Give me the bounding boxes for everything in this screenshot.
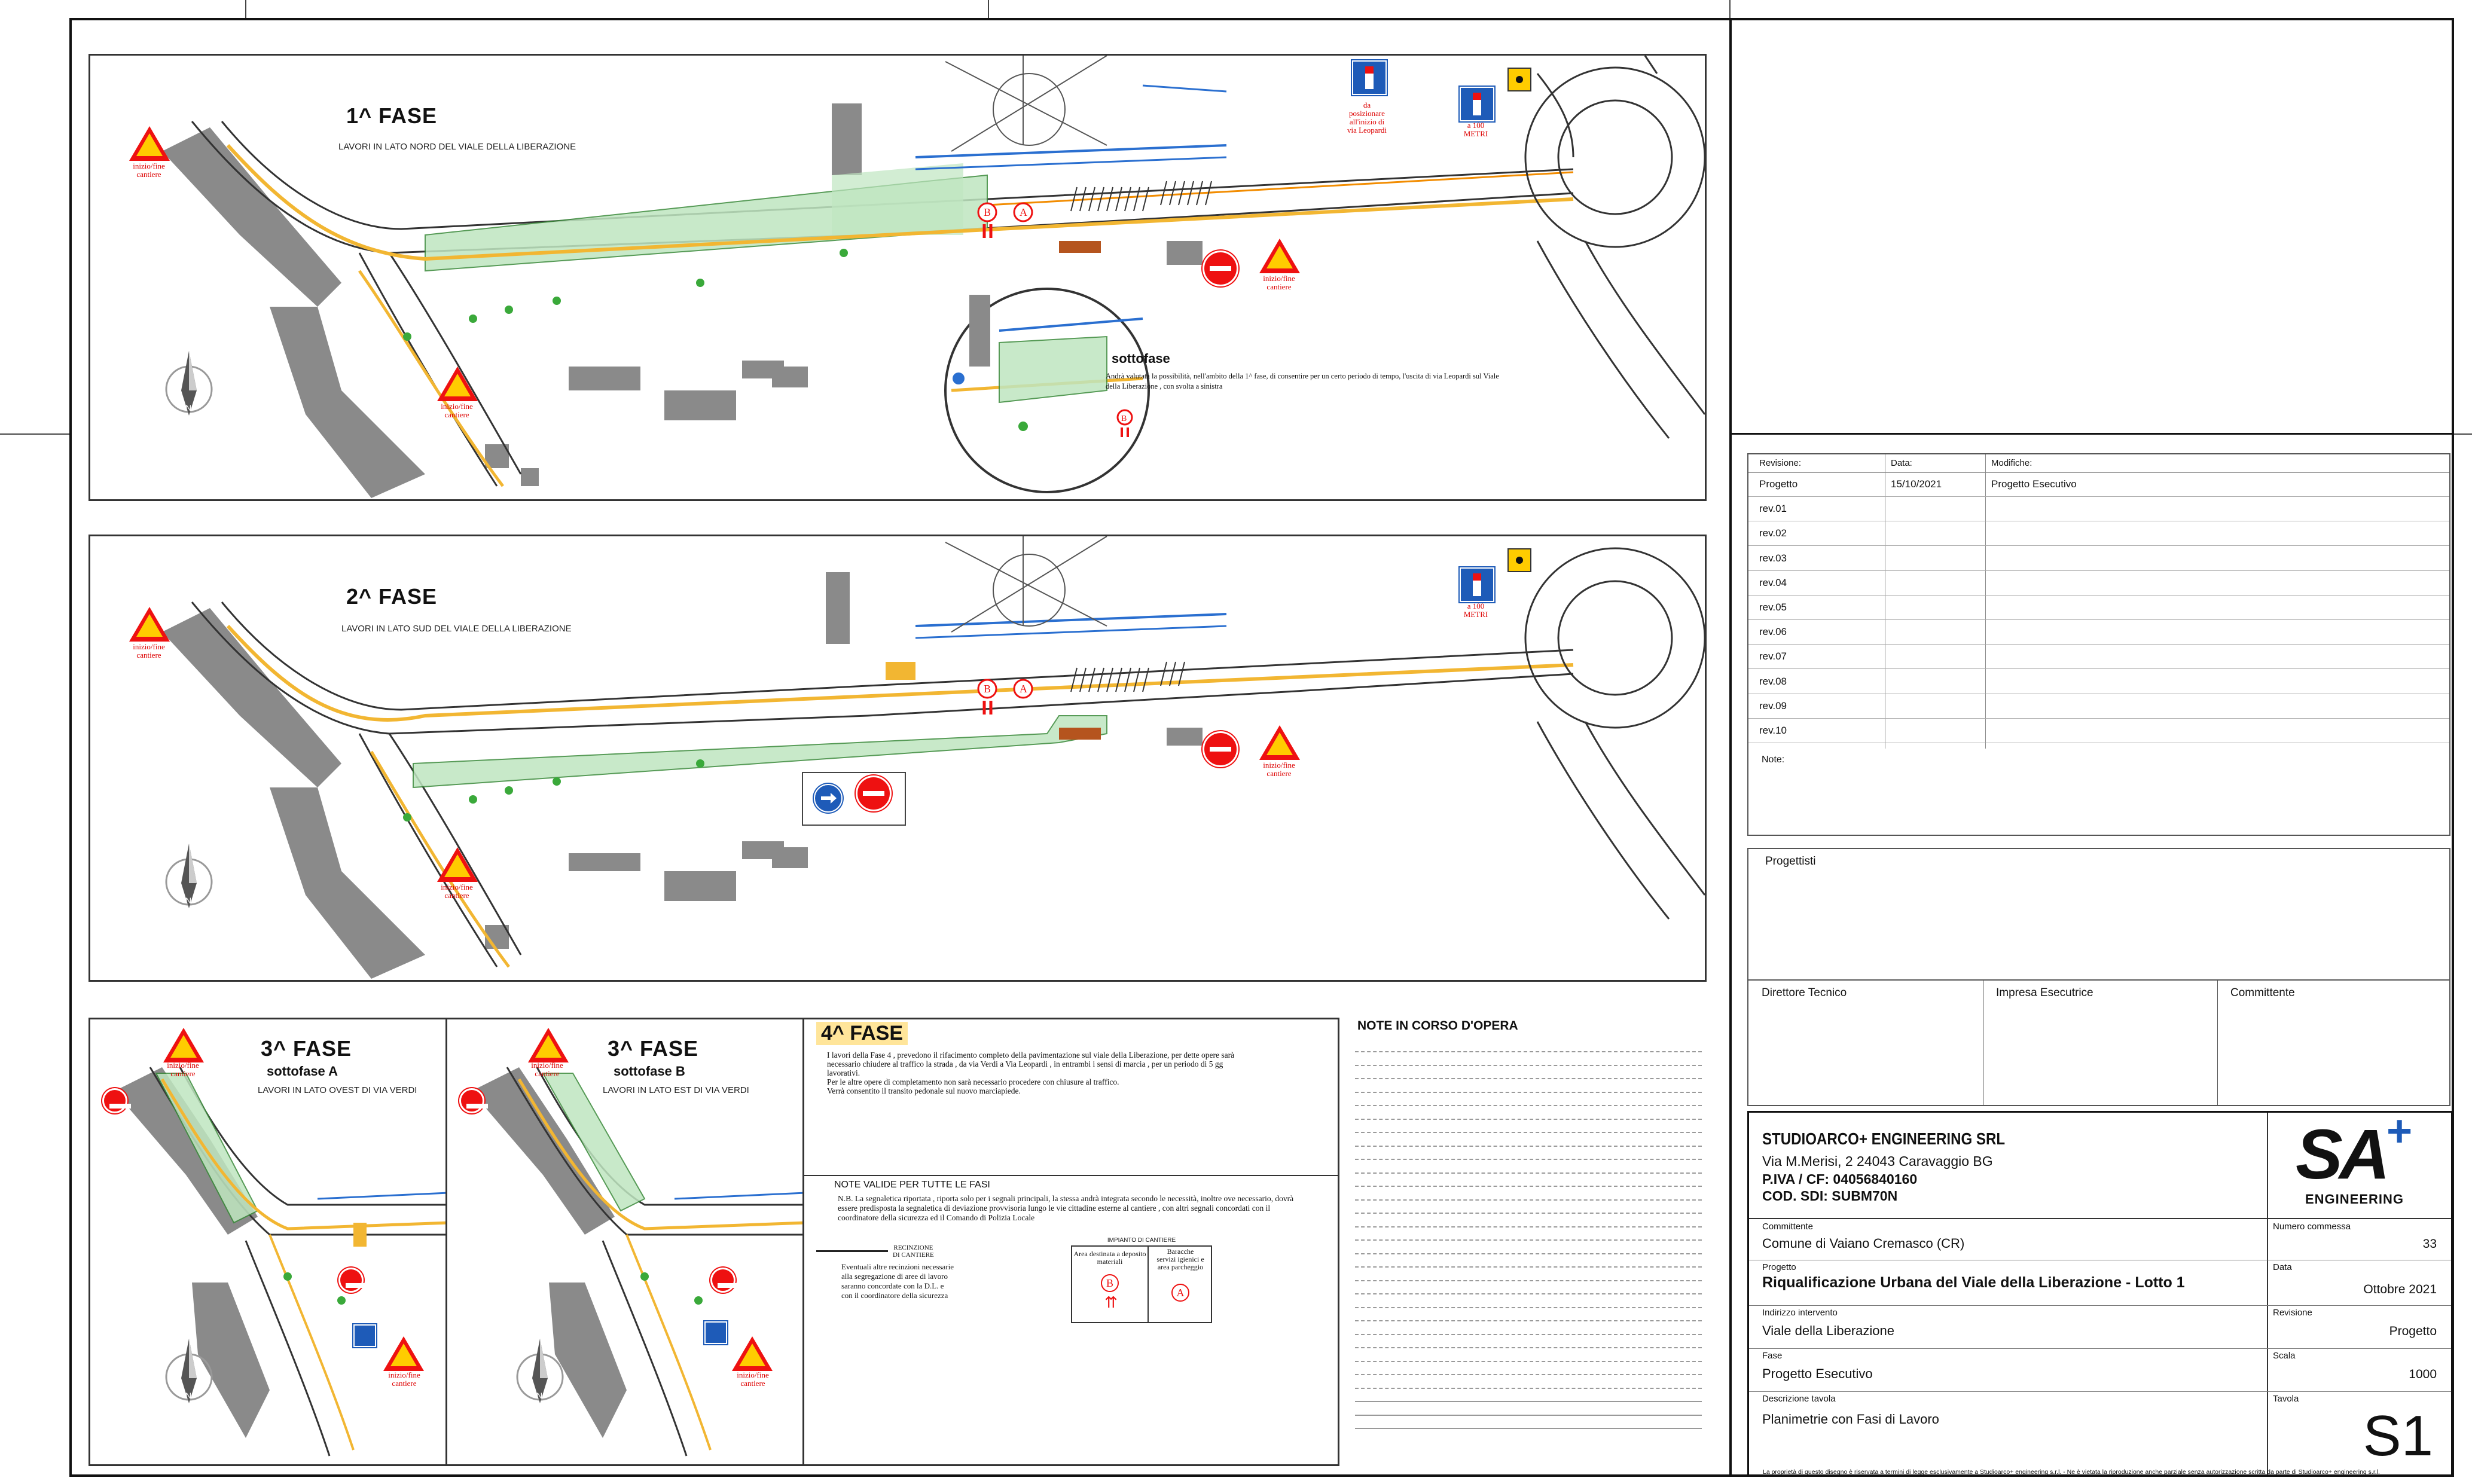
fase2-panel	[88, 535, 1707, 982]
fase4-panel	[802, 1018, 1339, 1466]
north-arrow-icon	[162, 841, 216, 913]
revision-cell: Progetto Esecutivo	[1991, 478, 2077, 490]
company-address: Via M.Merisi, 2 24043 Caravaggio BG	[1762, 1153, 1993, 1169]
revision-row	[1748, 571, 2449, 596]
fase1-sign-label-2: inizio/fine cantiere	[441, 402, 473, 419]
note-line	[1355, 1334, 1702, 1335]
note-line	[1355, 1415, 1702, 1416]
progetto-value: Riqualificazione Urbana del Viale della Liberazione - Lotto 1	[1762, 1274, 2185, 1291]
tavola-value: S1	[2363, 1404, 2433, 1468]
note-line	[1355, 1199, 1702, 1201]
turn-sign-icon	[353, 1324, 376, 1347]
revision-row	[1748, 497, 2449, 521]
company-row	[1749, 1106, 2451, 1219]
revision-note-label: Note:	[1762, 755, 1785, 765]
warning-sign-icon	[129, 607, 170, 642]
a-marker-icon: A	[1171, 1284, 1189, 1302]
impianto-cantiere-box	[1071, 1237, 1212, 1323]
dead-end-sign-icon	[1460, 567, 1494, 602]
revision-row	[1748, 521, 2449, 546]
note-line	[1355, 1374, 1702, 1375]
legend-recinzione: RECINZIONE DI CANTIERE	[893, 1244, 934, 1259]
note-line	[1355, 1186, 1702, 1187]
title-block	[1747, 1106, 2453, 1477]
fase2-distance-note: a 100 METRI	[1463, 601, 1488, 619]
note-line	[1355, 1347, 1702, 1348]
note-corso-panel	[1339, 1018, 1707, 1466]
up-arrows-icon: ⇈	[1104, 1293, 1118, 1311]
fase3a-title: 3^ FASE	[261, 1036, 352, 1061]
note-corso-title: NOTE IN CORSO D'OPERA	[1357, 1019, 1518, 1033]
dead-end-sign-icon	[1460, 87, 1494, 121]
fase4-title: 4^ FASE	[816, 1022, 908, 1045]
revision-cell: rev.05	[1759, 601, 1787, 613]
fase1-sign-label-3: inizio/fine cantiere	[1263, 274, 1295, 291]
svg-text:N: N	[185, 1391, 192, 1400]
no-entry-icon	[459, 1088, 484, 1113]
north-arrow-icon	[513, 1336, 567, 1408]
warning-sign-icon	[129, 126, 170, 161]
note-line	[1355, 1280, 1702, 1281]
revision-cell: rev.09	[1759, 700, 1787, 712]
note-valide-text: N.B. La segnaletica riportata , riporta solo per i segnali principali, la stessa andrà integrata secondo le necessità, inoltre ove necessario, dovrà essere predisposta la segnaletica di deviazione provvisoria lungo le vie cittadine esterne al cantiere , con altri segnali concordati con il coordinatore della sicurezza ed il Comando di Polizia Locale	[838, 1194, 1294, 1222]
revision-row	[1748, 694, 2449, 719]
warning-sign-icon	[1259, 725, 1300, 760]
fase2-subtitle: LAVORI IN LATO SUD DEL VIALE DELLA LIBERAZIONE	[341, 624, 572, 634]
fase1-panel	[88, 54, 1707, 501]
no-entry-icon	[1203, 251, 1238, 286]
row-committente	[1749, 1218, 2451, 1260]
row-progetto	[1749, 1260, 2451, 1306]
note-line	[1355, 1266, 1702, 1268]
revision-cell: rev.10	[1759, 725, 1787, 736]
svg-text:N: N	[536, 1391, 543, 1400]
row-descrizione	[1749, 1391, 2451, 1475]
commessa-label: Numero commessa	[2273, 1222, 2351, 1232]
note-line	[1355, 1159, 1702, 1160]
note-line	[1355, 1213, 1702, 1214]
no-entry-icon	[102, 1088, 127, 1113]
baracche-label: Baracche servizi igienici e area parcheggio	[1156, 1247, 1204, 1271]
indirizzo-value: Viale della Liberazione	[1762, 1323, 1894, 1338]
right-top-empty-box	[1732, 18, 2454, 435]
sign-frame	[802, 772, 906, 826]
indirizzo-label: Indirizzo intervento	[1762, 1308, 1838, 1318]
note-line	[1355, 1293, 1702, 1294]
revision-cell: rev.04	[1759, 576, 1787, 588]
signature-row	[1747, 979, 2450, 1106]
warning-sign-icon	[383, 1336, 424, 1371]
revision-row	[1748, 719, 2449, 743]
note-line	[1355, 1092, 1702, 1093]
fase2-sign-label: inizio/fine cantiere	[133, 642, 165, 659]
fase1-title: 1^ FASE	[346, 103, 438, 128]
logo-divider	[2267, 1113, 2268, 1218]
trim-mark	[0, 433, 69, 435]
company-logo	[2287, 1106, 2437, 1212]
north-arrow-icon	[162, 1336, 216, 1408]
svg-text:A: A	[1020, 683, 1027, 695]
fase3a-sottofase: sottofase A	[267, 1064, 338, 1079]
fase3b-sign-label: inizio/fine cantiere	[531, 1061, 563, 1078]
fase3a-panel	[88, 1018, 447, 1466]
note-valide-title: NOTE VALIDE PER TUTTE LE FASI	[834, 1180, 990, 1190]
fase3b-sottofase: sottofase B	[614, 1064, 685, 1079]
company-piva: P.IVA / CF: 04056840160	[1762, 1171, 1918, 1187]
b-marker-icon: B	[1101, 1274, 1119, 1292]
svg-text:A: A	[1020, 206, 1027, 218]
impresa-label: Impresa Esecutrice	[1996, 987, 2093, 999]
warning-sign-icon	[1259, 239, 1300, 273]
logo-letters: SA	[2296, 1115, 2386, 1194]
scala-label: Scala	[2273, 1351, 2296, 1361]
progettisti-label: Progettisti	[1765, 855, 1816, 868]
company-sdi: COD. SDI: SUBM70N	[1762, 1188, 1898, 1204]
fase1-subtitle: LAVORI IN LATO NORD DEL VIALE DELLA LIBERAZIONE	[338, 142, 576, 152]
fase2-sign-label-2: inizio/fine cantiere	[441, 883, 473, 900]
row-indirizzo	[1749, 1305, 2451, 1349]
note-line	[1355, 1401, 1702, 1402]
revision-cell: Progetto	[1759, 478, 1798, 490]
revision-cell: 15/10/2021	[1891, 478, 1942, 490]
fase3a-sign-label-2: inizio/fine cantiere	[388, 1370, 420, 1388]
committente-value: Comune di Vaiano Cremasco (CR)	[1762, 1236, 1965, 1251]
note-line	[1355, 1146, 1702, 1147]
fase1-sign-label: inizio/fine cantiere	[133, 161, 165, 179]
note-line	[1355, 1239, 1702, 1241]
warning-sign-icon	[437, 847, 478, 882]
warning-sign-icon	[732, 1336, 773, 1371]
revision-cell: rev.03	[1759, 552, 1787, 564]
revision-row	[1748, 670, 2449, 694]
fase3b-title: 3^ FASE	[608, 1036, 699, 1061]
logo-subtitle: ENGINEERING	[2305, 1192, 2404, 1207]
progettisti-box	[1747, 848, 2450, 981]
revision-cell: rev.02	[1759, 527, 1787, 539]
legend-recinzione-note: Eventuali altre recinzioni necessarie alla segregazione di aree di lavoro saranno concordate con la D.L. e con il coordinatore della sicurezza	[841, 1262, 954, 1300]
note-line	[1355, 1428, 1702, 1429]
turn-sign-icon	[704, 1321, 727, 1344]
fase2-title: 2^ FASE	[346, 584, 438, 609]
revisione-value: Progetto	[2389, 1324, 2437, 1338]
data-label: Data	[2273, 1262, 2292, 1272]
revision-header-row	[1748, 454, 2449, 473]
warning-sign-icon	[437, 367, 478, 401]
no-entry-icon	[710, 1268, 736, 1293]
revision-cell: rev.06	[1759, 626, 1787, 638]
svg-text:B: B	[1121, 414, 1127, 423]
revision-row	[1748, 620, 2449, 645]
data-value: Ottobre 2021	[2363, 1283, 2437, 1296]
revision-row	[1748, 645, 2449, 669]
progetto-label: Progetto	[1762, 1262, 1796, 1272]
fase1-leopardi-note: da posizionare all'inizio di via Leopardi	[1347, 100, 1387, 135]
company-name: STUDIOARCO+ ENGINEERING SRL	[1762, 1129, 2006, 1148]
svg-text:N: N	[185, 403, 192, 413]
dead-end-sign-icon	[1352, 60, 1387, 95]
logo-plus: +	[2386, 1106, 2413, 1156]
svg-text:B: B	[984, 683, 991, 695]
note-line	[1355, 1172, 1702, 1174]
fase3a-subtitle: LAVORI IN LATO OVEST DI VIA VERDI	[258, 1085, 417, 1095]
note-line	[1355, 1119, 1702, 1120]
fase3b-panel	[445, 1018, 804, 1466]
committente-sig-label: Committente	[2230, 987, 2295, 999]
traffic-light-sign-icon	[1507, 548, 1531, 572]
revision-cell: rev.01	[1759, 503, 1787, 515]
impianto-title: IMPIANTO DI CANTIERE	[1107, 1237, 1176, 1244]
fase4-text: I lavori della Fase 4 , prevedono il rifacimento completo della pavimentazione sul viale della Liberazione, per dette opere sarà necessario chiudere al traffico la strada , da via Verdi a Via Leopardi , in entrambi i sensi di marcia , per un periodo di 5 gg lavorativi. Per le altre opere di completamento non sarà necessario procedere con chiusure al traffico. Verrà consentito il transito pedonale sul nuovo marciapiede.	[827, 1051, 1235, 1095]
note-line	[1355, 1105, 1702, 1106]
note-line	[1355, 1051, 1702, 1052]
warning-sign-icon	[163, 1028, 204, 1062]
note-line	[1355, 1132, 1702, 1133]
revisione-label: Revisione	[2273, 1308, 2312, 1318]
revision-cell: rev.08	[1759, 675, 1787, 687]
revision-header-cell: Modifiche:	[1991, 458, 2032, 468]
commessa-value: 33	[2422, 1237, 2437, 1251]
trim-mark	[245, 0, 246, 18]
revision-table	[1747, 453, 2450, 836]
trim-mark	[988, 0, 989, 18]
note-line	[1355, 1361, 1702, 1362]
footer-disclaimer: La proprietà di questo disegno è riservata a termini di legge esclusivamente a Studioarco+ engineering s.r.l. - Ne è vietata la riproduzione anche parziale senza autorizzazione scritta da parte di Studioarco+ engineering s.r.l.	[1763, 1468, 2380, 1476]
tavola-label: Tavola	[2273, 1394, 2299, 1404]
fase1-sottofase-title: sottofase	[1112, 351, 1170, 366]
note-line	[1355, 1226, 1702, 1227]
fase3b-sign-label-2: inizio/fine cantiere	[737, 1370, 769, 1388]
fase1-sottofase-text: Andrà valutata la possibilità, nell'ambito della 1^ fase, di consentire per un certo periodo di tempo, l'uscita di via Leopardi sul Viale della Liberazione , con svolta a sinistra	[1106, 372, 1499, 390]
fase3b-subtitle: LAVORI IN LATO EST DI VIA VERDI	[603, 1085, 749, 1095]
warning-sign-icon	[528, 1028, 569, 1062]
descrizione-label: Descrizione tavola	[1762, 1394, 1836, 1404]
north-arrow-icon	[162, 349, 216, 420]
svg-text:N: N	[185, 896, 192, 905]
revision-header-cell: Revisione:	[1759, 458, 1802, 468]
revision-row	[1748, 596, 2449, 620]
note-lines	[1355, 1051, 1702, 1464]
no-entry-icon	[1203, 731, 1238, 767]
sig-divider-2	[2217, 981, 2218, 1105]
fase4-divider	[804, 1175, 1338, 1176]
trim-mark	[1729, 0, 1731, 18]
revision-header-cell: Data:	[1891, 458, 1912, 468]
direttore-label: Direttore Tecnico	[1762, 987, 1847, 999]
recinzione-line-icon	[816, 1250, 888, 1252]
revision-row	[1748, 472, 2449, 497]
row-fase	[1749, 1348, 2451, 1392]
revision-cell: rev.07	[1759, 651, 1787, 662]
committente-label: Committente	[1762, 1222, 1814, 1232]
note-line	[1355, 1388, 1702, 1389]
note-line	[1355, 1307, 1702, 1308]
note-line	[1355, 1065, 1702, 1066]
note-line	[1355, 1320, 1702, 1321]
fase-value: Progetto Esecutivo	[1762, 1366, 1873, 1381]
trim-mark	[2454, 433, 2472, 435]
note-line	[1355, 1078, 1702, 1079]
scala-value: 1000	[2409, 1367, 2437, 1381]
fase2-sign-label-3: inizio/fine cantiere	[1263, 761, 1295, 778]
svg-text:B: B	[984, 206, 991, 218]
revision-row	[1748, 546, 2449, 571]
area-deposito-label: Area destinata a deposito materiali	[1073, 1250, 1146, 1266]
fase-label: Fase	[1762, 1351, 1783, 1361]
fase3a-sign-label: inizio/fine cantiere	[167, 1061, 199, 1078]
descrizione-value: Planimetrie con Fasi di Lavoro	[1762, 1412, 1939, 1427]
no-entry-icon	[338, 1268, 364, 1293]
note-line	[1355, 1253, 1702, 1254]
traffic-light-sign-icon	[1507, 68, 1531, 91]
fase1-distance-note: a 100 METRI	[1463, 121, 1488, 138]
